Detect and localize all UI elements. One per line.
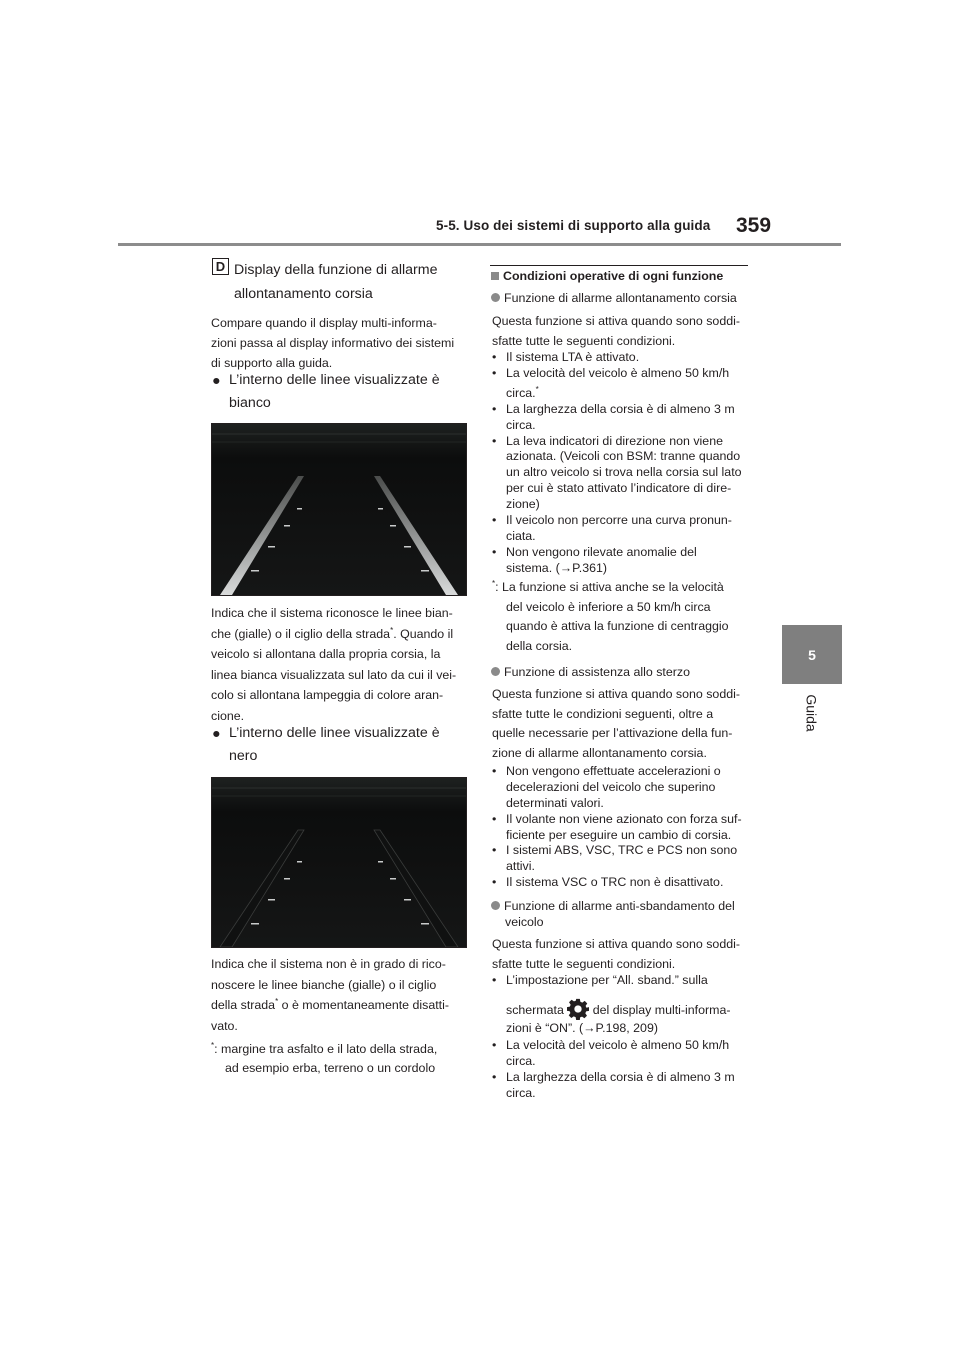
gear-icon	[567, 998, 589, 1020]
circle-bullet-icon	[491, 667, 500, 676]
f2-title: Funzione di assistenza allo sterzo	[491, 665, 690, 681]
footnote-mark: *	[211, 1040, 215, 1050]
left-heading-line2: allontanamento corsia	[234, 286, 373, 302]
chapter-label: Guida	[803, 694, 820, 732]
header-rule	[118, 243, 841, 246]
footnote-mark: *	[275, 997, 279, 1007]
left-heading-line1: Display della funzione di allarme	[234, 262, 438, 278]
intro-paragraph: Compare quando il display multi-informa- zioni passa al display informativo dei sistemi di supporto alla guida.	[211, 316, 455, 370]
f1-footnote: *: La funzione si attiva anche se la velocità del veicolo è inferiore a 50 km/h circa quando è attiva la funzione di centraggio della corsia.	[492, 578, 729, 653]
f2-intro: Questa funzione si attiva quando sono soddi- sfatte tutte le condizioni seguenti, oltre a quelle necessarie per l’attivazione della fun- zione di allarme allontanamento corsia.	[492, 687, 740, 760]
chapter-number: 5	[808, 646, 816, 663]
f1-conditions-list: • Il sistema LTA è attivato. • La velocità del veicolo è almeno 50 km/h circa.* • La larghezza della corsia è di almeno 3 m circa. • La leva indicatori di direzione non viene azionata. (Veicoli con BSM: tranne quando un altro veicolo si trova nella corsia sul lato per cui è stato attivato l’indicatore di dire- zione) • Il veicolo non percorre una curva pronun- ciata. • Non vengono rilevate anomalie del sistema. (→P.361)	[492, 350, 742, 575]
chapter-tab[interactable]	[782, 625, 842, 684]
white-lines-description: Indica che il sistema riconosce le linee bian- che (gialle) o il ciglio della strada*. Quando il veicolo si allontana dalla propria corsia, la linea bianca visualizzata sul lato da cui il vei- colo si allontana lampeggia di colore aran- cione.	[211, 606, 457, 723]
bullet-dot-icon: ●	[212, 726, 221, 742]
f3-intro: Questa funzione si attiva quando sono soddi- sfatte tutte le seguenti condizioni.	[492, 937, 740, 971]
section-badge: D	[212, 258, 229, 275]
display-image-white-lines	[211, 423, 467, 596]
conditions-title: Condizioni operative di ogni funzione	[491, 269, 723, 285]
footnote-mark: *	[390, 625, 394, 635]
bullet-black-heading: L’interno delle linee visualizzate è nero	[229, 725, 440, 764]
f1-title: Funzione di allarme allontanamento corsia	[491, 291, 737, 307]
bullet-dot-icon: ●	[212, 373, 221, 389]
circle-bullet-icon	[491, 901, 500, 910]
f3-conditions-list: • L’impostazione per “All. sband.” sulla schermata del display multi-informa- zioni è “ON”. (→P.198, 209) • La velocità del veicolo è almeno 50 km/h circa. • La larghezza della corsia è di almeno 3 m circa.	[492, 973, 735, 1100]
square-bullet-icon	[491, 272, 499, 280]
section-header: 5-5. Uso dei sistemi di supporto alla guida	[436, 218, 711, 233]
circle-bullet-icon	[491, 293, 500, 302]
footnote: *: margine tra asfalto e il lato della strada, ad esempio erba, terreno o un cordolo	[211, 1040, 438, 1075]
f2-conditions-list: • Non vengono effettuate accelerazioni o decelerazioni del veicolo che superino determinati valori. • Il volante non viene azionato con forza suf- ficiente per eseguire un cambio di corsia. • I sistemi ABS, VSC, TRC e PCS non sono attivi. • Il sistema VSC o TRC non è disattivato.	[492, 764, 742, 890]
page-number: 359	[736, 214, 772, 237]
display-image-black-lines	[211, 777, 467, 948]
black-lines-description: Indica che il sistema non è in grado di rico- noscere le linee bianche (gialle) o il ciglio della strada* o è momentaneamente disatti- vato.	[211, 957, 449, 1033]
bullet-white-heading: L’interno delle linee visualizzate è bianco	[229, 372, 440, 411]
section-rule	[490, 265, 748, 266]
f3-title: Funzione di allarme anti-sbandamento del veicolo	[491, 899, 735, 931]
f1-intro: Questa funzione si attiva quando sono soddi- sfatte tutte le seguenti condizioni.	[492, 314, 740, 348]
